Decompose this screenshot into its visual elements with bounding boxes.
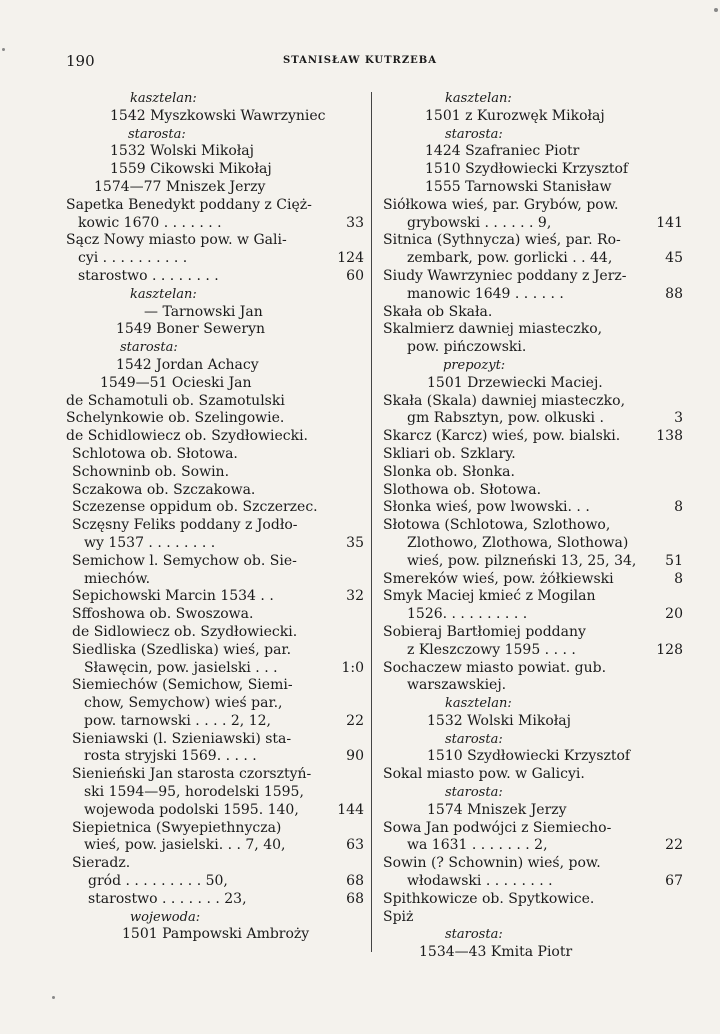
page-reference: 22 xyxy=(665,837,683,854)
entry-text: Sieradz. xyxy=(72,855,131,872)
index-entry xyxy=(66,926,364,944)
index-entry xyxy=(383,802,683,820)
index-entry xyxy=(383,446,683,464)
entry-text: prepozyt: xyxy=(443,357,506,373)
index-entry xyxy=(66,873,364,891)
entry-text: Slothowa ob. Słotowa. xyxy=(383,481,542,498)
page-reference: 1:0 xyxy=(341,659,364,676)
page-reference: 3 xyxy=(674,410,683,427)
entry-text: grybowski . . . . . . 9, xyxy=(407,214,552,231)
page-reference: 128 xyxy=(656,641,683,658)
index-entry xyxy=(66,268,364,286)
entry-text: zembark, pow. gorlicki . . 44, xyxy=(407,250,613,267)
entry-text: 1542 Myszkowski Wawrzyniec xyxy=(110,107,326,124)
index-entry xyxy=(383,215,683,233)
entry-text: Sącz Nowy miasto pow. w Gali- xyxy=(66,232,287,249)
index-entry xyxy=(383,535,683,553)
index-entry xyxy=(66,232,364,250)
entry-text: — Tarnowski Jan xyxy=(144,303,263,320)
index-entry xyxy=(383,766,683,784)
index-entry xyxy=(66,357,364,375)
index-entry xyxy=(383,713,683,731)
index-entry xyxy=(66,748,364,766)
entry-text: Smyk Maciej kmieć z Mogilan xyxy=(383,588,596,605)
index-entry xyxy=(383,375,683,393)
index-entry xyxy=(66,713,364,731)
scan-speck xyxy=(2,48,5,51)
index-entry xyxy=(66,304,364,322)
entry-text: Sławęcin, pow. jasielski . . . xyxy=(84,659,278,676)
index-entry xyxy=(66,624,364,642)
entry-text: Smereków wieś, pow. żółkiewski xyxy=(383,570,614,587)
entry-text: wy 1537 . . . . . . . . xyxy=(84,534,216,551)
index-entry xyxy=(66,535,364,553)
entry-text: manowic 1649 . . . . . . xyxy=(407,285,564,302)
index-entry xyxy=(66,410,364,428)
page-reference: 45 xyxy=(665,250,683,267)
index-entry-subheading xyxy=(383,126,683,144)
index-entry xyxy=(66,784,364,802)
entry-text: 1501 z Kurozwęk Mikołaj xyxy=(425,107,605,124)
entry-text: Siemiechów (Semichow, Siemi- xyxy=(72,677,293,694)
index-entry xyxy=(66,250,364,268)
index-entry xyxy=(66,606,364,624)
entry-text: ski 1594—95, horodelski 1595, xyxy=(84,784,304,801)
index-entry xyxy=(383,909,683,927)
index-entry xyxy=(383,553,683,571)
entry-text: Slonka ob. Słonka. xyxy=(383,463,515,480)
page-reference: 8 xyxy=(674,499,683,516)
index-entry xyxy=(383,642,683,660)
index-entry xyxy=(383,304,683,322)
entry-text: 1555 Tarnowski Stanisław xyxy=(425,178,612,195)
entry-text: Sczakowa ob. Szczakowa. xyxy=(72,481,256,498)
entry-text: Sochaczew miasto powiat. gub. xyxy=(383,659,607,676)
entry-text: Skała ob Skała. xyxy=(383,303,493,320)
index-entry-subheading xyxy=(66,90,364,108)
entry-text: Schelynkowie ob. Szelingowie. xyxy=(66,410,285,427)
entry-text: Sczęsny Feliks poddany z Jodło- xyxy=(72,517,298,534)
page-reference: 33 xyxy=(346,214,364,231)
entry-text: 1534—43 Kmita Piotr xyxy=(419,944,573,961)
index-entry xyxy=(66,766,364,784)
index-entry xyxy=(383,286,683,304)
column-divider xyxy=(371,92,372,952)
index-entry xyxy=(66,588,364,606)
entry-text: Spithkowicze ob. Spytkowice. xyxy=(383,890,595,907)
entry-text: wieś, pow. jasielski. . . 7, 40, xyxy=(84,837,286,854)
entry-text: Schowninb ob. Sowin. xyxy=(72,463,230,480)
page-reference: 90 xyxy=(346,748,364,765)
entry-text: 1574 Mniszek Jerzy xyxy=(427,801,567,818)
index-entry-subheading xyxy=(383,784,683,802)
entry-text: wojewoda: xyxy=(130,909,201,925)
index-entry-subheading xyxy=(383,926,683,944)
entry-text: Sowa Jan podwójci z Siemiecho- xyxy=(383,819,612,836)
entry-text: Sobieraj Bartłomiej poddany xyxy=(383,623,586,640)
index-entry xyxy=(66,891,364,909)
entry-text: Sowin (? Schownin) wieś, pow. xyxy=(383,855,601,872)
page-reference: 138 xyxy=(656,428,683,445)
index-entry-subheading xyxy=(66,286,364,304)
entry-text: warszawskiej. xyxy=(407,677,507,694)
index-entry xyxy=(66,161,364,179)
index-entry xyxy=(66,837,364,855)
index-entry xyxy=(66,553,364,571)
entry-text: 1559 Cikowski Mikołaj xyxy=(110,161,272,178)
index-entry-subheading xyxy=(383,731,683,749)
index-entry xyxy=(383,517,683,535)
entry-text: z Kleszczowy 1595 . . . . xyxy=(407,641,576,658)
index-entry xyxy=(383,677,683,695)
entry-text: chow, Semychow) wieś par., xyxy=(84,695,283,712)
entry-text: cyi . . . . . . . . . . xyxy=(78,250,188,267)
entry-text: Skarcz (Karcz) wieś, pow. bialski. xyxy=(383,428,621,445)
index-entry xyxy=(66,802,364,820)
index-entry xyxy=(66,517,364,535)
entry-text: 1510 Szydłowiecki Krzysztof xyxy=(425,161,629,178)
index-entry xyxy=(66,321,364,339)
index-entry-subheading xyxy=(66,126,364,144)
entry-text: starosta: xyxy=(445,731,503,747)
entry-text: de Schamotuli ob. Szamotulski xyxy=(66,392,285,409)
page-reference: 8 xyxy=(674,570,683,587)
entry-text: 1574—77 Mniszek Jerzy xyxy=(94,178,266,195)
scan-speck xyxy=(714,8,718,12)
index-entry xyxy=(66,499,364,517)
entry-text: Skalmierz dawniej miasteczko, xyxy=(383,321,603,338)
index-entry xyxy=(66,143,364,161)
index-entry xyxy=(66,660,364,678)
entry-text: wa 1631 . . . . . . . 2, xyxy=(407,837,548,854)
entry-text: miechów. xyxy=(84,570,151,587)
entry-text: starostwo . . . . . . . 23, xyxy=(88,890,247,907)
entry-text: Słonka wieś, pow lwowski. . . xyxy=(383,499,590,516)
entry-text: wieś, pow. pilzneński 13, 25, 34, xyxy=(407,552,637,569)
index-entry xyxy=(383,143,683,161)
index-entry xyxy=(383,944,683,962)
page-reference: 32 xyxy=(346,588,364,605)
index-entry xyxy=(66,215,364,233)
entry-text: Sepichowski Marcin 1534 . . xyxy=(72,588,274,605)
index-entry xyxy=(383,748,683,766)
entry-text: pow. pińczowski. xyxy=(407,339,527,356)
entry-text: Sczezense oppidum ob. Szczerzec. xyxy=(72,499,318,516)
entry-text: pow. tarnowski . . . . 2, 12, xyxy=(84,712,271,729)
index-entry xyxy=(66,571,364,589)
entry-text: Zlothowo, Zlothowa, Slothowa) xyxy=(407,534,629,551)
index-entry xyxy=(383,393,683,411)
index-entry xyxy=(66,375,364,393)
entry-text: 1549 Boner Seweryn xyxy=(116,321,266,338)
entry-text: Spiż xyxy=(383,908,414,925)
page-reference: 88 xyxy=(665,285,683,302)
index-entry xyxy=(383,161,683,179)
index-entry-subheading xyxy=(66,909,364,927)
entry-text: starosta: xyxy=(120,340,178,356)
entry-text: Sitnica (Sythnycza) wieś, par. Ro- xyxy=(383,232,621,249)
entry-text: 1532 Wolski Mikołaj xyxy=(110,143,254,160)
index-entry xyxy=(383,464,683,482)
running-title: STANISŁAW KUTRZEBA xyxy=(283,55,437,66)
entry-text: Skliari ob. Szklary. xyxy=(383,445,516,462)
index-entry xyxy=(383,499,683,517)
entry-text: włodawski . . . . . . . . xyxy=(407,873,553,890)
entry-text: 1501 Pampowski Ambroży xyxy=(122,926,310,943)
left-column xyxy=(66,90,364,944)
index-entry xyxy=(383,837,683,855)
index-entry xyxy=(383,891,683,909)
page-reference: 35 xyxy=(346,534,364,551)
entry-text: 1501 Drzewiecki Maciej. xyxy=(427,374,603,391)
entry-text: rosta stryjski 1569. . . . . xyxy=(84,748,257,765)
index-entry xyxy=(66,179,364,197)
page-reference: 63 xyxy=(346,837,364,854)
entry-text: 1542 Jordan Achacy xyxy=(116,356,259,373)
index-entry xyxy=(383,268,683,286)
index-entry xyxy=(383,179,683,197)
entry-text: kasztelan: xyxy=(445,91,512,106)
entry-text: kowic 1670 . . . . . . . xyxy=(78,214,222,231)
entry-text: starosta: xyxy=(445,785,503,801)
index-entry xyxy=(66,464,364,482)
page-number: 190 xyxy=(66,52,95,70)
index-entry xyxy=(66,731,364,749)
index-entry xyxy=(383,232,683,250)
entry-text: gm Rabsztyn, pow. olkuski . xyxy=(407,410,604,427)
index-entry xyxy=(383,250,683,268)
entry-text: gród . . . . . . . . . 50, xyxy=(88,873,228,890)
index-entry xyxy=(66,695,364,713)
index-entry xyxy=(66,642,364,660)
entry-text: kasztelan: xyxy=(130,286,197,302)
entry-text: wojewoda podolski 1595. 140, xyxy=(84,801,299,818)
index-entry xyxy=(383,410,683,428)
page-reference: 68 xyxy=(346,890,364,907)
index-entry xyxy=(383,660,683,678)
entry-text: kasztelan: xyxy=(445,696,512,712)
index-entry xyxy=(383,482,683,500)
index-entry xyxy=(383,571,683,589)
entry-text: 1510 Szydłowiecki Krzysztof xyxy=(427,748,631,765)
entry-text: 1549—51 Ocieski Jan xyxy=(100,374,252,391)
index-entry xyxy=(66,108,364,126)
page-reference: 124 xyxy=(337,250,364,267)
right-column xyxy=(383,90,683,962)
index-entry xyxy=(383,197,683,215)
page-reference: 144 xyxy=(337,801,364,818)
index-entry-subheading xyxy=(66,339,364,357)
index-entry xyxy=(383,321,683,339)
index-entry xyxy=(66,677,364,695)
entry-text: Siółkowa wieś, par. Grybów, pow. xyxy=(383,196,619,213)
entry-text: 1424 Szafraniec Piotr xyxy=(425,143,580,160)
entry-text: Sapetka Benedykt poddany z Cięż- xyxy=(66,196,312,213)
entry-text: de Schidlowiecz ob. Szydłowiecki. xyxy=(66,428,308,445)
index-entry xyxy=(383,606,683,624)
index-entry xyxy=(383,873,683,891)
entry-text: Semichow l. Semychow ob. Sie- xyxy=(72,552,297,569)
entry-text: Siedliska (Szedliska) wieś, par. xyxy=(72,641,292,658)
index-entry xyxy=(383,624,683,642)
entry-text: Sieniawski (l. Szieniawski) sta- xyxy=(72,730,292,747)
index-entry xyxy=(66,393,364,411)
entry-text: Sienieński Jan starosta czorsztyń- xyxy=(72,766,312,783)
entry-text: Siepietnica (Swyepiethnycza) xyxy=(72,819,282,836)
index-entry xyxy=(383,855,683,873)
entry-text: Sokal miasto pow. w Galicyi. xyxy=(383,766,585,783)
page-reference: 20 xyxy=(665,606,683,623)
index-entry xyxy=(383,108,683,126)
entry-text: de Sidlowiecz ob. Szydłowiecki. xyxy=(72,623,298,640)
index-entry-subheading xyxy=(383,90,683,108)
entry-text: starosta: xyxy=(128,126,186,142)
entry-text: Skała (Skala) dawniej miasteczko, xyxy=(383,392,626,409)
page-reference: 67 xyxy=(665,873,683,890)
index-entry xyxy=(66,482,364,500)
page-reference: 60 xyxy=(346,267,364,284)
entry-text: starosta: xyxy=(445,126,503,142)
entry-text: Schlotowa ob. Słotowa. xyxy=(72,445,238,462)
index-entry xyxy=(383,339,683,357)
index-entry xyxy=(383,588,683,606)
index-entry xyxy=(383,428,683,446)
index-entry xyxy=(66,855,364,873)
index-entry-subheading xyxy=(383,357,683,375)
entry-text: Sffoshowa ob. Swoszowa. xyxy=(72,606,254,623)
page-reference: 68 xyxy=(346,873,364,890)
index-entry xyxy=(66,446,364,464)
entry-text: Słotowa (Schlotowa, Szlothowo, xyxy=(383,517,611,534)
page-reference: 22 xyxy=(346,712,364,729)
index-entry xyxy=(66,820,364,838)
entry-text: starostwo . . . . . . . . xyxy=(78,267,219,284)
index-entry xyxy=(383,820,683,838)
entry-text: Siudy Wawrzyniec poddany z Jerz- xyxy=(383,267,627,284)
entry-text: 1532 Wolski Mikołaj xyxy=(427,712,571,729)
scan-speck xyxy=(52,996,55,999)
page-reference: 141 xyxy=(656,214,683,231)
entry-text: kasztelan: xyxy=(130,91,197,106)
entry-text: starosta: xyxy=(445,927,503,943)
index-entry-subheading xyxy=(383,695,683,713)
page-reference: 51 xyxy=(665,552,683,569)
index-entry xyxy=(66,428,364,446)
index-entry xyxy=(66,197,364,215)
entry-text: 1526. . . . . . . . . . xyxy=(407,606,528,623)
